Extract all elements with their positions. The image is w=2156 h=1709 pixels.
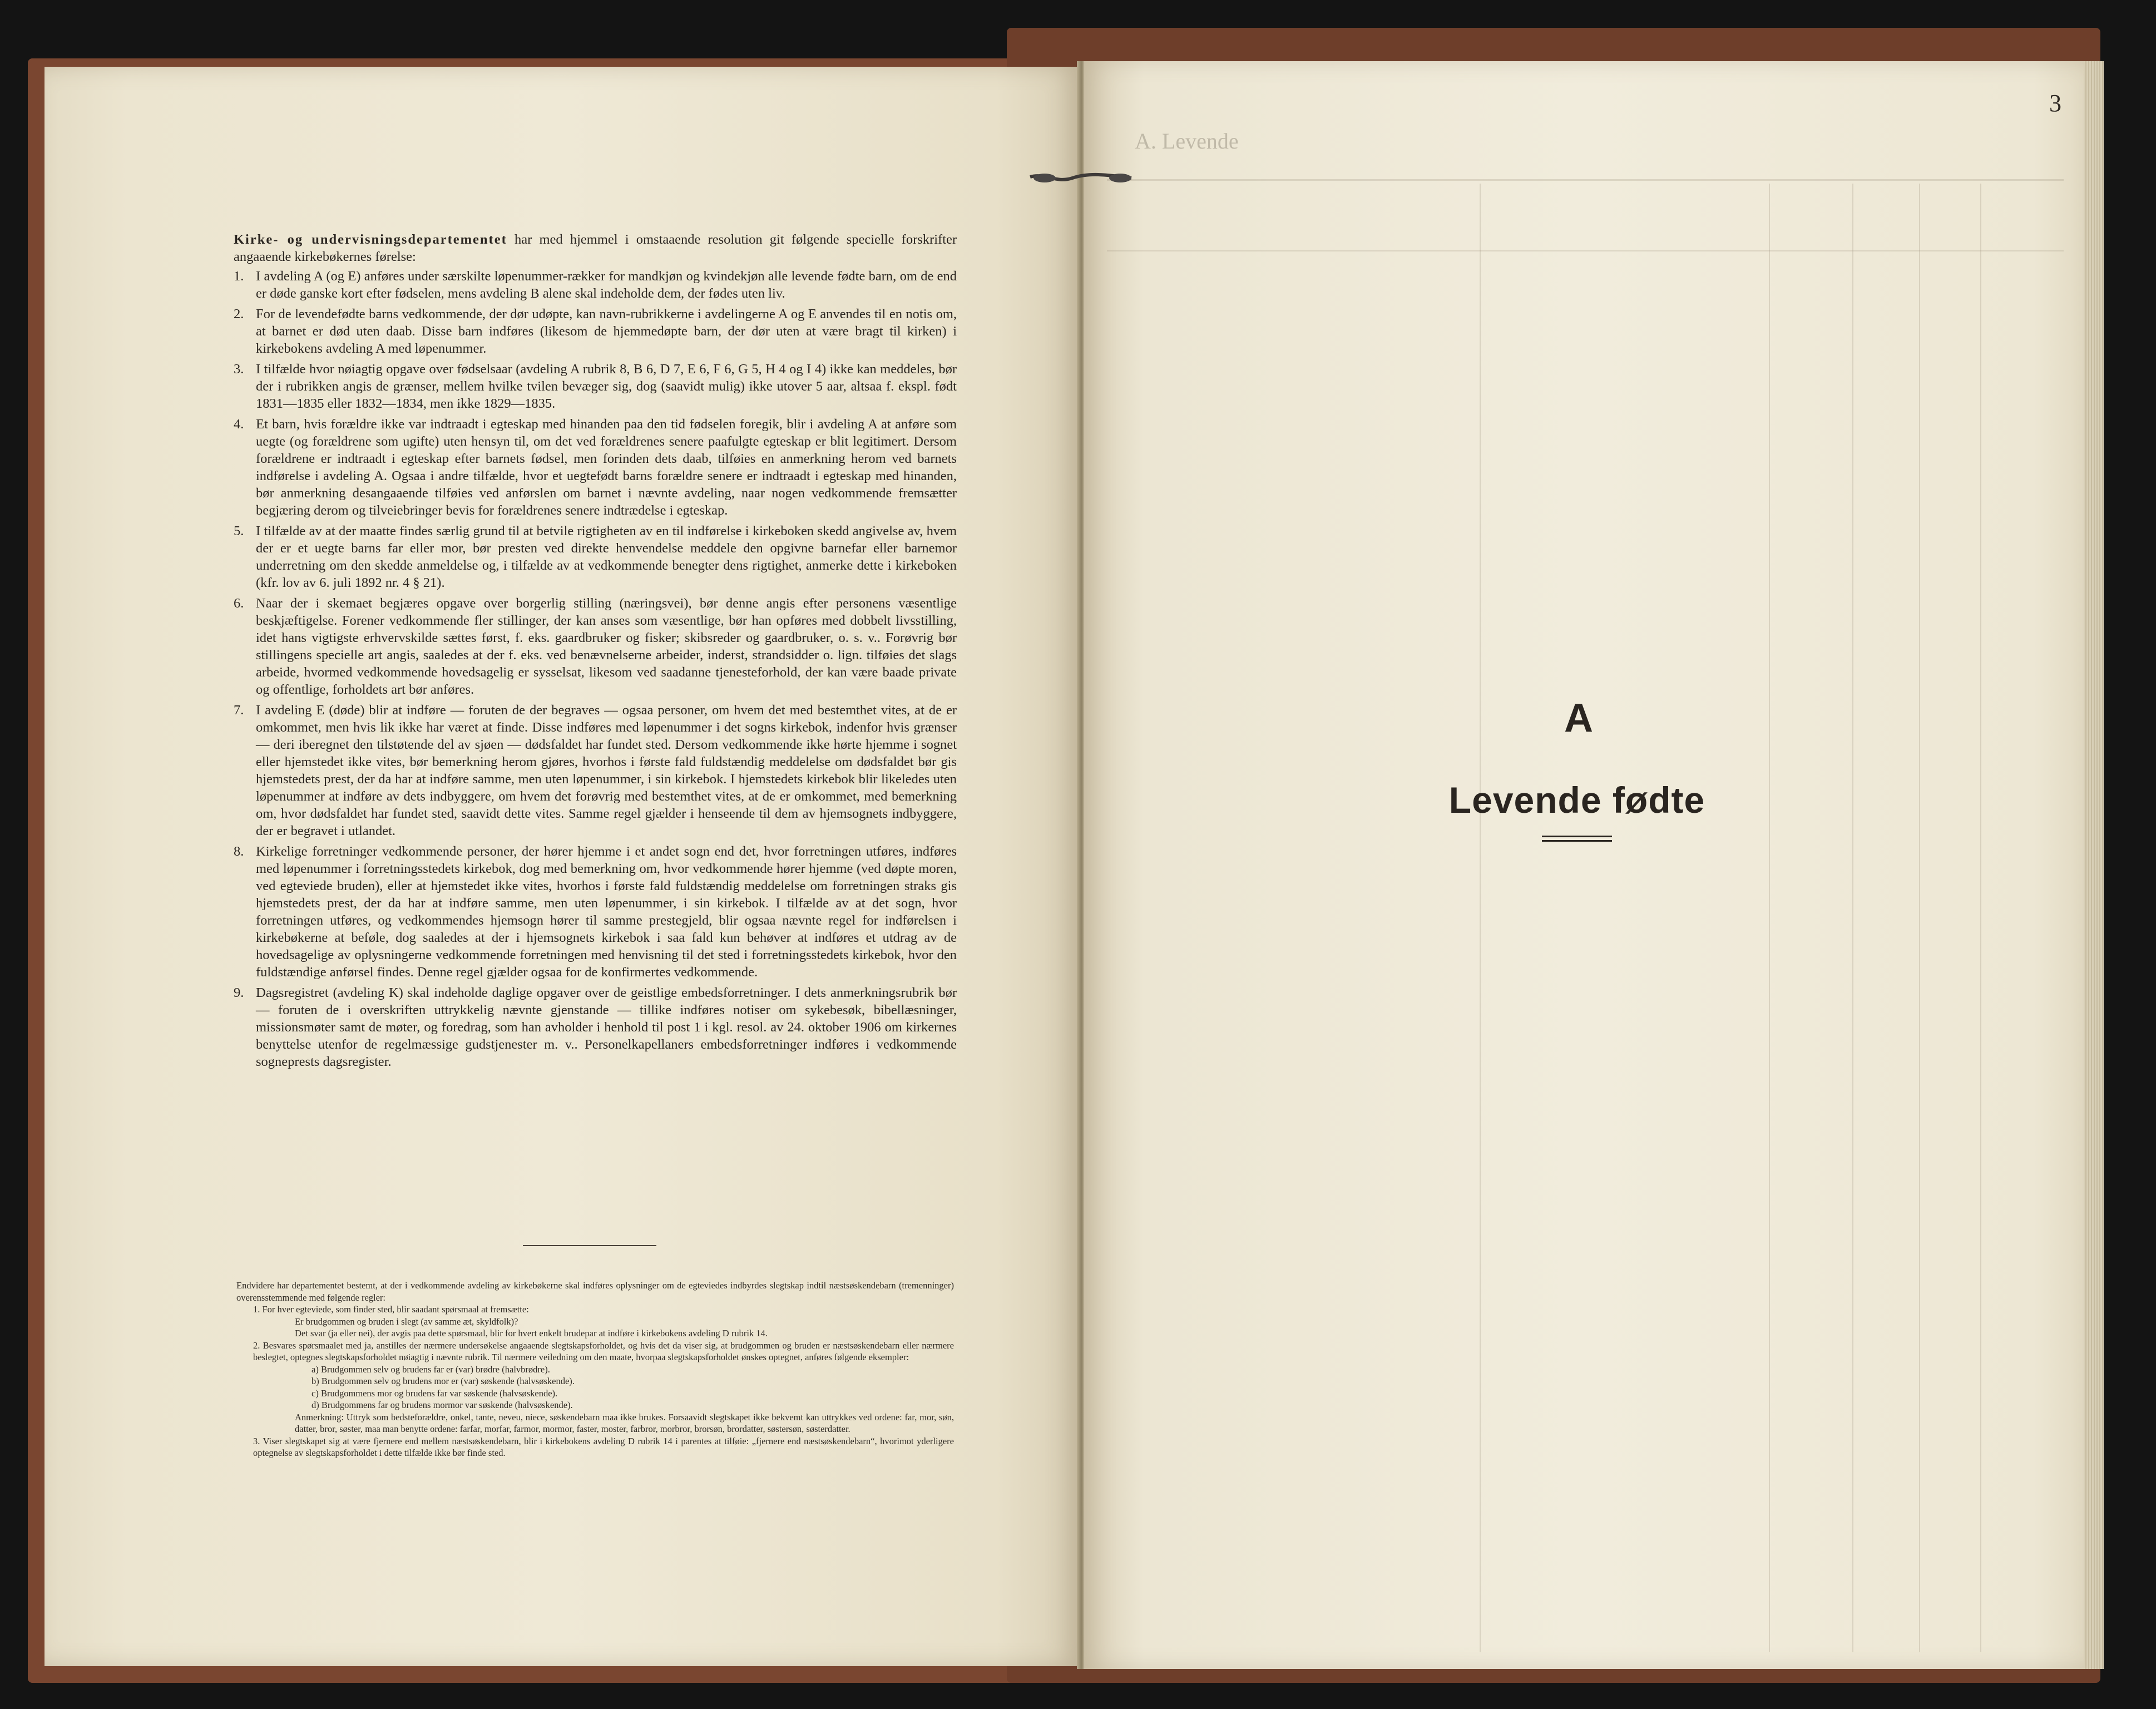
regulations-intro: [234, 231, 957, 265]
kinship-paragraph: 3. Viser slegtskapet sig at være fjernere end mellem næstsøskendebarn, blir i kirkebokens avdeling D rubrik 14 i parentes at tilføie: „fjernere end næstsøskendebarn“, hvorimot yderligere optegnelse av slegtskapsforholdet i dette tilfælde ikke bør finde sted.: [253, 1435, 954, 1458]
right-page: [1084, 61, 2084, 1669]
regulation-item: [234, 360, 957, 412]
regulation-number: 3.: [234, 362, 244, 377]
regulation-item: [234, 702, 957, 839]
ministry-name: Kirke- og undervisningsdepartementet: [234, 232, 507, 247]
regulation-number: 5.: [234, 523, 244, 539]
binding-thread: [1028, 171, 1134, 185]
regulation-number: 8.: [234, 844, 244, 859]
kinship-paragraph: Anmerkning: Uttryk som bedsteforældre, onkel, tante, neveu, niece, søskendebarn maa ikke brukes. Forsaavidt slegtskapet ikke bekvemt kan uttrykkes ved ordene: far, mor, søn, datter, bror, søster, maa man benytte ordene: farfar, morfar, farmor, mormor, faster, moster, farbror, morbror, brorsøn, brordatter, søstersøn, søsterdatter.: [295, 1411, 954, 1434]
regulation-text: For de levendefødte barns vedkommende, der dør udøpte, kan navn-rubrikkerne i avdelingerne A og E anvendes til en notis om, at barnet er død uten daab. Disse barn indføres (likesom de hjemmedøpte barn, der dør uten at være bragt til kirken) i kirkebokens avdeling A med løpenummer.: [256, 307, 957, 356]
regulation-item: [234, 522, 957, 591]
regulation-number: 9.: [234, 985, 244, 1000]
regulation-number: 1.: [234, 269, 244, 284]
title-underline: [1542, 840, 1612, 842]
show-through-line: [1980, 184, 1981, 1652]
regulation-text: Dagsregistret (avdeling K) skal indeholde daglige opgaver over de geistlige embedsforretninger. I dets anmerkningsrubrik bør — foruten de i overskriften uttrykkelig nævnte gjenstande — tillike indføres notiser om sykebesøk, bibellæsninger, missionsmøter samt de møter, og foredrag, som han avholder i henhold til post 1 i kgl. resol. av 24. oktober 1906 om kirkernes benyttelse utenfor de regelmæssige gudstjenester m. v.. Personelkapellaners embedsforretninger indføres i vedkommende sogneprests dagsregister.: [256, 985, 957, 1069]
regulation-text: Kirkelige forretninger vedkommende personer, der hører hjemme i et andet sogn end det, hvor forretningen utføres, indføres med løpenummer i forretningsstedets kirkebok, dog med bemerkning om, hvor vedkommende hører hjemme (ved døpte moren, ved egteviede bruden), eller at hjemstedet ikke vites, hvorhos i første fald fuldstændig meddelelse om forretningen straks gis hjemstedets prest, der da har at indføre samme, men uten løpenummer, i sin kirkebok. I tilfælde av at det sogn, hvor forretningen utføres, og vedkommendes hjemsogn hører til samme prestegjeld, blir ogsaa nævnte regel for indførelsen i kirkebøkerne at beføle, dog saaledes at der i hjemsognets kirkebok i saa fald kun behøver at indføres et utdrag av de hovedsagelige av oplysningerne vedkommende forretningen med henvisning til det sted i forretningsstedets kirkebok, hvor den fuldstændige anførsel findes. Denne regel gjælder ogsaa for de konfirmertes vedkommende.: [256, 844, 957, 980]
kinship-paragraph: 1. For hver egteviede, som finder sted, blir saadant spørsmaal at fremsætte:: [253, 1304, 529, 1315]
regulations-text: [234, 231, 957, 1074]
show-through-line: [1919, 184, 1920, 1652]
regulation-item: [234, 305, 957, 357]
kinship-paragraph: d) Brudgommens far og brudens mormor var søskende (halvsøskende).: [311, 1400, 573, 1410]
kinship-paragraph: Det svar (ja eller nei), der avgis paa dette spørsmaal, blir for hvert enkelt brudepar at indføre i kirkebokens avdeling D rubrik 14.: [295, 1328, 768, 1338]
title-underline: [1542, 836, 1612, 837]
intro-text: har med hjemmel i omstaaende resolution git følgende specielle forskrifter angaaende kirkebøkernes førelse:: [234, 232, 957, 264]
regulation-text: Et barn, hvis forældre ikke var indtraadt i egteskap med hinanden paa den tid fødselen foregik, blir i avdeling A at anføre som uegte (og forældrene som ugifte) uten hensyn til, om det ved forældrenes senere paafulgte egteskap er blit legitimert. Dersom forældrene er indtraadt i egteskap efter barnets fødsel, men forinden dets daab, tilføies en anmerkning herom ved barnets indførelse i avdeling A. Ogsaa i andre tilfælde, hvor et uegtefødt barns forældre senere er indtraadt i egteskap med hinanden, bør anmerkning desangaaende tilføies ved anførslen om barnet i nævnte avdeling, naar nogen vedkommende fremsætter begjæring derom og tilveiebringer bevis for forældrenes senere indtrædelse i egteskap.: [256, 417, 957, 518]
kinship-paragraph: Endvidere har departementet bestemt, at der i vedkommende avdeling av kirkebøkerne skal indføres oplysninger om de egteviedes indbyrdes slegtskap indtil næstsøskendebarn (tremenninger) overensstemmende med følgende regler:: [236, 1280, 954, 1303]
kinship-paragraph: a) Brudgommen selv og brudens far er (var) brødre (halvbrødre).: [311, 1364, 550, 1375]
regulation-item: [234, 595, 957, 698]
regulation-item: [234, 843, 957, 981]
regulation-item: [234, 984, 957, 1070]
show-through-line: [1107, 179, 2064, 181]
section-divider: [523, 1245, 656, 1246]
show-through-header: A. Levende: [1135, 129, 1239, 154]
regulation-text: I tilfælde hvor nøiagtig opgave over fødselsaar (avdeling A rubrik 8, B 6, D 7, E 6, F 6, G 5, H 4 og I 4) ikke kan meddeles, bør der i rubrikken angis de grænser, mellem hvilke tvilen bevæger sig, dog (saavidt mulig) ikke utover 5 aar, altsaa f. ekspl. født 1831—1835 eller 1832—1834, men ikke 1829—1835.: [256, 362, 957, 411]
show-through-line: [1107, 250, 2064, 251]
regulation-number: 7.: [234, 703, 244, 718]
section-letter: A: [1564, 696, 1593, 740]
regulation-number: 2.: [234, 307, 244, 322]
kinship-paragraph: c) Brudgommens mor og brudens far var søskende (halvsøskende).: [311, 1387, 558, 1399]
regulation-text: I avdeling E (døde) blir at indføre — foruten de der begraves — ogsaa personer, om hvem det med bestemthet vites, at de er omkommet, men hvis lik ikke har været at finde. Disse indføres med løpenummer i det sogns kirkebok, indenfor hvis grænser — deri iberegnet den tilstøtende del av sjøen — dødsfaldet har fundet sted. Dersom vedkommende ikke hørte hjemme i sognet eller hjemstedet ikke vites, bør bemerkning herom gjøres, hvorhos i første fald fuldstændig meddelelse om dødsfaldet bør gis hjemstedets prest, der da har at indføre samme, men uten løpenummer, i sin kirkebok. I hjemstedets kirkebok blir likeledes uten løpenummer at indføre av dets indbyggere, om hvem det forøvrig med bestemthet vites, at de er omkommet, med bemerkning om, hvor dødsfaldet har fundet sted, saavidt dette vites. Samme regel gjælder i henseende til dem av hjemsognets indbyggere, der er begravet i utlandet.: [256, 703, 957, 838]
show-through-line: [1480, 184, 1481, 1652]
regulation-number: 4.: [234, 417, 244, 432]
kinship-paragraph: b) Brudgommen selv og brudens mor er (var) søskende (halvsøskende).: [311, 1376, 575, 1386]
section-title: Levende fødte: [1448, 779, 1705, 821]
regulation-item: [234, 268, 957, 302]
show-through-line: [1769, 184, 1770, 1652]
regulation-text: Naar der i skemaet begjæres opgave over borgerlig stilling (næringsvei), bør denne angis efter personens væsentlige beskjæftigelse. Forener vedkommende fler stillinger, der kan anses som væsentlige, bør han opføres med dobbelt livsstilling, idet hans vigtigste erhvervskilde sættes først, f. eks. gaardbruker og fisker; skibsreder og gaardbruker, o. s. v.. Forøvrig bør stillingens specielle art angis, saaledes at der f. eks. ved benævnelserne arbeider, inderst, strandsidder o. lign. tilføies det slags arbeide, hvormed vedkommende hovedsagelig er sysselsat, likesom ved saadanne tjenesteforhold, der kan være baade private og offentlige, forholdets art bør anføres.: [256, 596, 957, 697]
regulations-list: [234, 268, 957, 1070]
regulation-item: [234, 416, 957, 519]
page-edges: [2084, 61, 2104, 1669]
page-number: 3: [2049, 90, 2061, 117]
regulation-text: I avdeling A (og E) anføres under særskilte løpenummer-rækker for mandkjøn og kvindekjøn alle levende fødte barn, om de end er døde ganske kort efter fødselen, mens avdeling B alene skal indeholde dem, der fødes uten liv.: [256, 269, 957, 301]
regulation-number: 6.: [234, 596, 244, 611]
kinship-regulations: [236, 1280, 954, 1459]
regulation-text: I tilfælde av at der maatte findes særlig grund til at betvile rigtigheten av en til indførelse i kirkeboken skedd angivelse av, hvem der er et uegte barns far eller mor, bør presten ved direkte henvendelse meddele den opgivne barnefar eller barnemor underretning om den skedde anmeldelse og, i tilfælde av at vedkommende benegter dens rigtighet, anmerke dette i kirkeboken (kfr. lov av 6. juli 1892 nr. 4 § 21).: [256, 523, 957, 590]
show-through-line: [1852, 184, 1853, 1652]
kinship-paragraph: 2. Besvares spørsmaalet med ja, anstilles der nærmere undersøkelse angaaende slegtskapsforholdet, og hvis det da viser sig, at brudgommen og bruden er næstsøskendebarn eller nærmere beslegtet, optegnes slegtskapsforholdet nøiagtig i nævnte rubrik. Til nærmere veiledning om den maate, hvorpaa slegtskapsforholdet ønskes optegnet, anføres følgende eksempler:: [253, 1340, 954, 1362]
kinship-paragraph: Er brudgommen og bruden i slegt (av samme æt, skyldfolk)?: [295, 1316, 518, 1327]
